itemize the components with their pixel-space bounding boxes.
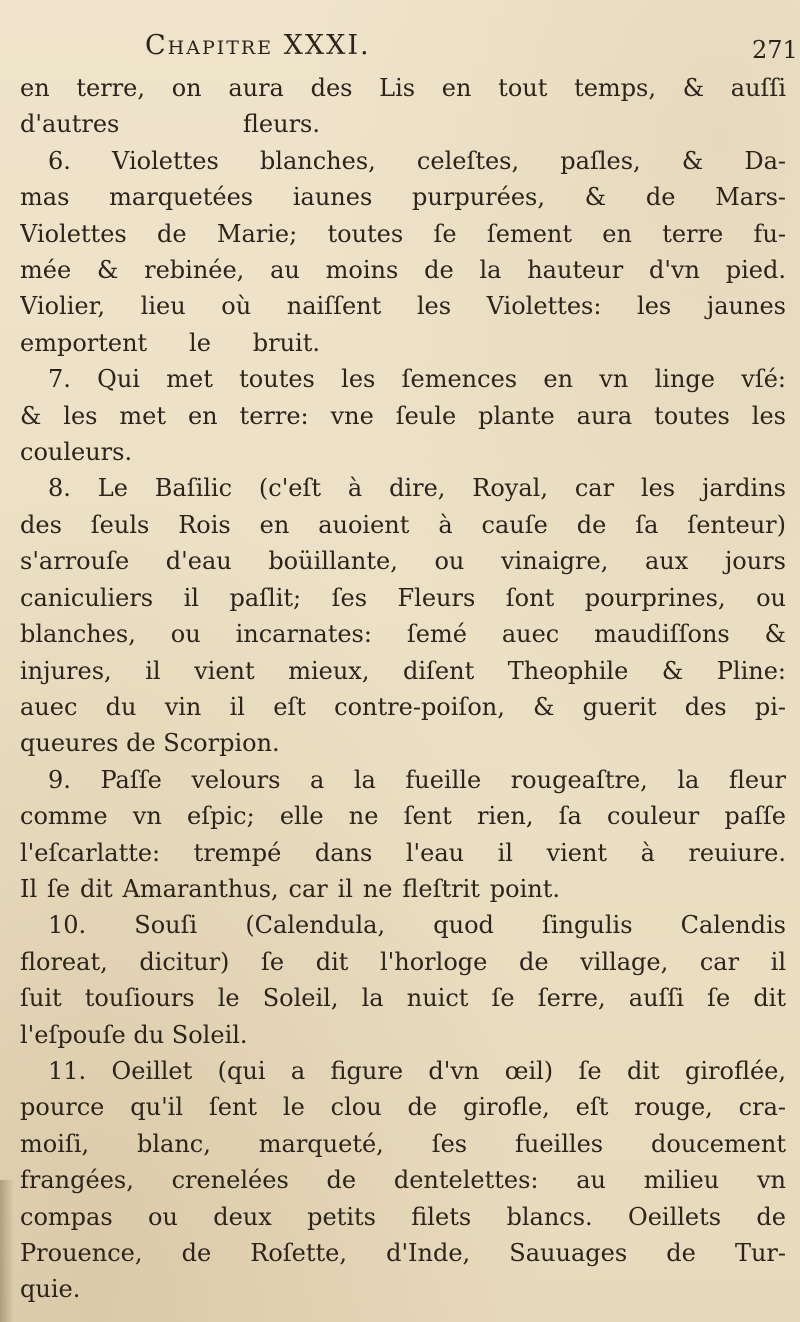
text-line: Prouence, de Roſette, d'Inde, Sauuages de Tur-: [20, 1239, 786, 1267]
text-line: mas marquetées iaunes purpurées, & de Mars-: [20, 183, 786, 212]
text-line: floreat, dicitur) ſe dit l'horloge de village, car il: [20, 947, 786, 976]
text-line: emportent le bruit.: [20, 328, 320, 357]
text-line: d'autres fleurs.: [20, 110, 320, 139]
text-line: Violettes de Marie; toutes ſe ſement en terre fu-: [20, 219, 786, 248]
text-line: moiſi, blanc, marqueté, ſes fueilles doucement: [20, 1129, 786, 1158]
page-edge-stain: [0, 1180, 14, 1322]
text-line: blanches, ou incarnates: ſemé auec maudiſſons &: [20, 620, 786, 649]
text-line: 9. Paſſe velours a la fueille rougeaſtre, la fleur: [48, 765, 786, 794]
text-line: en terre, on aura des Lis en tout temps, & auſſi: [20, 74, 786, 102]
text-line: couleurs.: [20, 438, 133, 467]
running-header: [145, 30, 645, 70]
text-line: 7. Qui met toutes les ſemences en vn linge vſé:: [48, 365, 786, 394]
text-line: 6. Violettes blanches, celeſtes, paſles, & Da-: [48, 146, 786, 175]
text-line: ſuit touſiours le Soleil, la nuict ſe ſerre, auſſi ſe dit: [20, 984, 786, 1013]
text-line: 10. Souſi (Calendula, quod ſingulis Calendis: [48, 911, 786, 940]
text-line: comme vn eſpic; elle ne ſent rien, ſa couleur paſſe: [20, 802, 786, 831]
text-line: & les met en terre: vne ſeule plante aura toutes les: [20, 401, 786, 430]
text-line: l'eſcarlatte: trempé dans l'eau il vient à reuiure.: [20, 838, 786, 867]
text-line: caniculiers il paſlit; ſes Fleurs ſont pourprines, ou: [20, 583, 786, 612]
text-line: auec du vin il eſt contre-poiſon, & guerit des pi-: [20, 692, 786, 721]
text-line: quie.: [20, 1275, 80, 1304]
text-line: l'eſpouſe du Soleil.: [20, 1020, 248, 1049]
body-text: [20, 70, 786, 1308]
text-line: queures de Scorpion.: [20, 729, 280, 758]
text-line: Il ſe dit Amaranthus, car il ne fleſtrit point.: [20, 874, 560, 903]
text-line: 11. Oeillet (qui a figure d'vn œil) ſe dit giroflée,: [48, 1056, 786, 1085]
page-number: 271: [752, 36, 798, 64]
text-line: mée & rebinée, au moins de la hauteur d'vn pied.: [20, 256, 786, 285]
text-line: 8. Le Baſilic (c'eſt à dire, Royal, car les jardins: [48, 474, 786, 503]
text-line: s'arrouſe d'eau boüillante, ou vinaigre, aux jours: [20, 547, 786, 576]
text-line: des ſeuls Rois en auoient à cauſe de ſa ſenteur): [20, 510, 786, 539]
text-line: frangées, crenelées de dentelettes: au milieu vn: [20, 1166, 786, 1195]
text-line: injures, il vient mieux, diſent Theophile & Pline:: [20, 656, 786, 685]
chapter-heading: Chapitre XXXI.: [145, 30, 371, 61]
text-line: Violier, lieu où naiſſent les Violettes: les jaunes: [20, 292, 786, 321]
text-line: compas ou deux petits filets blancs. Oeillets de: [20, 1202, 786, 1231]
text-line: pource qu'il ſent le clou de girofle, eſt rouge, cra-: [20, 1093, 786, 1122]
